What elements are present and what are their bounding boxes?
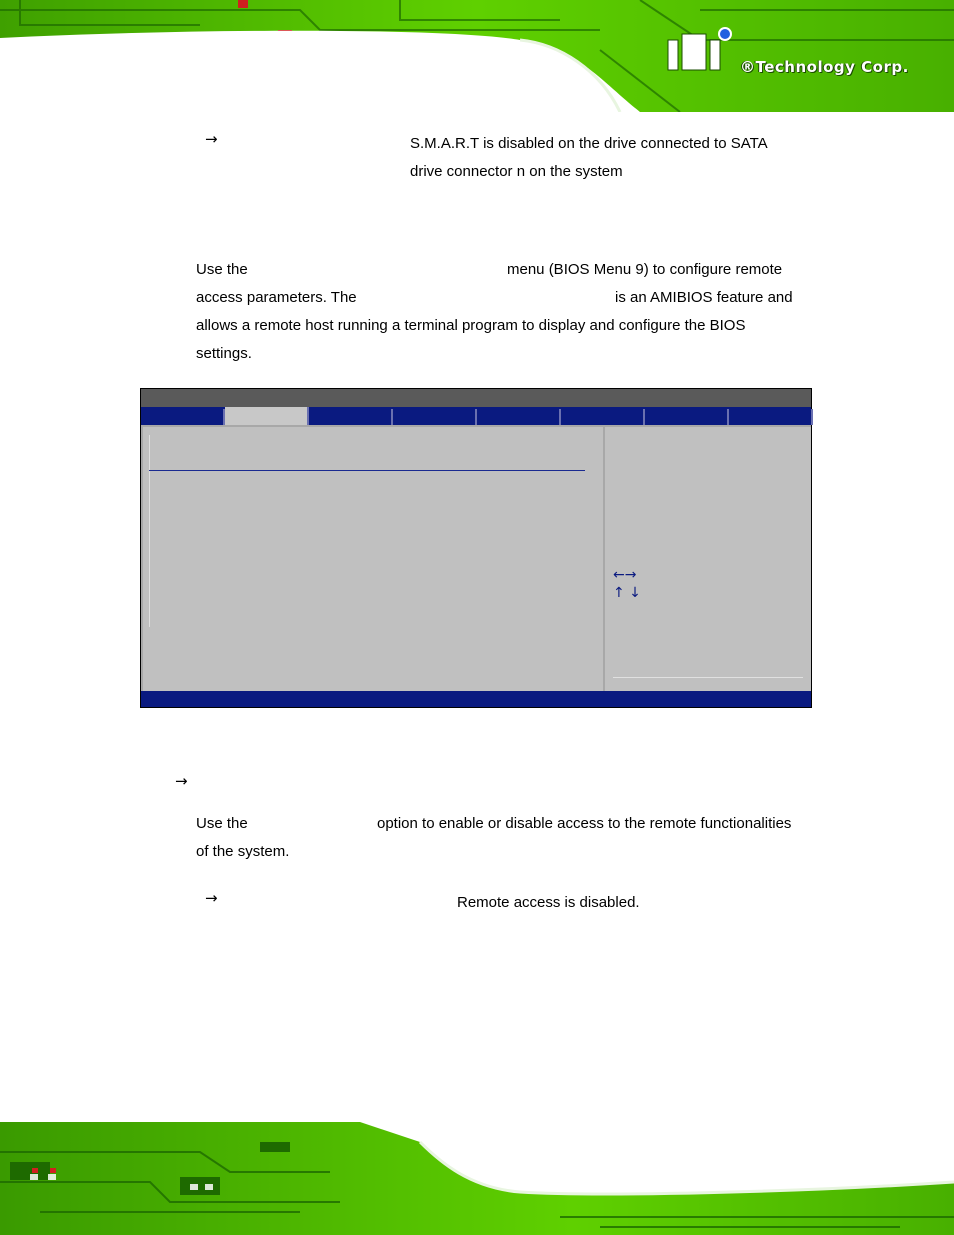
bios-tab[interactable] (729, 409, 813, 425)
smart-disabled-line1: S.M.A.R.T is disabled on the drive connected to SATA (410, 135, 768, 152)
intro-line1-start: Use the (196, 261, 248, 278)
bullet-arrow-icon: → (205, 889, 218, 907)
bios-tab[interactable] (477, 409, 561, 425)
bios-title-bar (141, 389, 811, 407)
smart-disabled-line2: drive connector n on the system (410, 163, 623, 180)
bios-help-separator (613, 677, 803, 678)
intro-line2-end: is an AMIBIOS feature and (615, 289, 793, 306)
bios-header-underline (149, 470, 585, 471)
bullet-arrow-icon: → (175, 772, 188, 790)
bios-menu-screenshot (140, 388, 812, 708)
bios-tab[interactable] (645, 409, 729, 425)
bios-tab[interactable] (393, 409, 477, 425)
intro-line2-start: access parameters. The (196, 289, 357, 306)
bios-tab[interactable] (141, 409, 225, 425)
intro-line4: settings. (196, 345, 252, 362)
option-line2: of the system. (196, 843, 290, 860)
bios-panel-divider (149, 435, 150, 627)
bios-tab[interactable] (561, 409, 645, 425)
bios-tab-bar (141, 407, 811, 425)
bios-footer-bar (141, 691, 811, 707)
left-right-arrows-icon: ←→ (613, 567, 637, 583)
option-line1-start: Use the (196, 815, 248, 832)
bios-help-panel (605, 427, 811, 691)
page-footer-banner (0, 1122, 954, 1235)
bullet-arrow-icon: → (205, 130, 218, 148)
up-down-arrows-icon: ↑ ↓ (613, 585, 641, 601)
company-name: ®Technology Corp. (740, 58, 909, 76)
bios-main-panel (143, 427, 603, 691)
option-line1-end: option to enable or disable access to the remote functionalities (377, 815, 792, 832)
page-header-banner (0, 0, 954, 112)
intro-line1-end: menu (BIOS Menu 9) to configure remote (507, 261, 783, 278)
bios-tab[interactable] (309, 409, 393, 425)
intro-line3: allows a remote host running a terminal program to display and configure the BIOS (196, 317, 746, 334)
bios-tab-active[interactable] (225, 407, 309, 425)
remote-disabled-text: Remote access is disabled. (457, 894, 640, 911)
